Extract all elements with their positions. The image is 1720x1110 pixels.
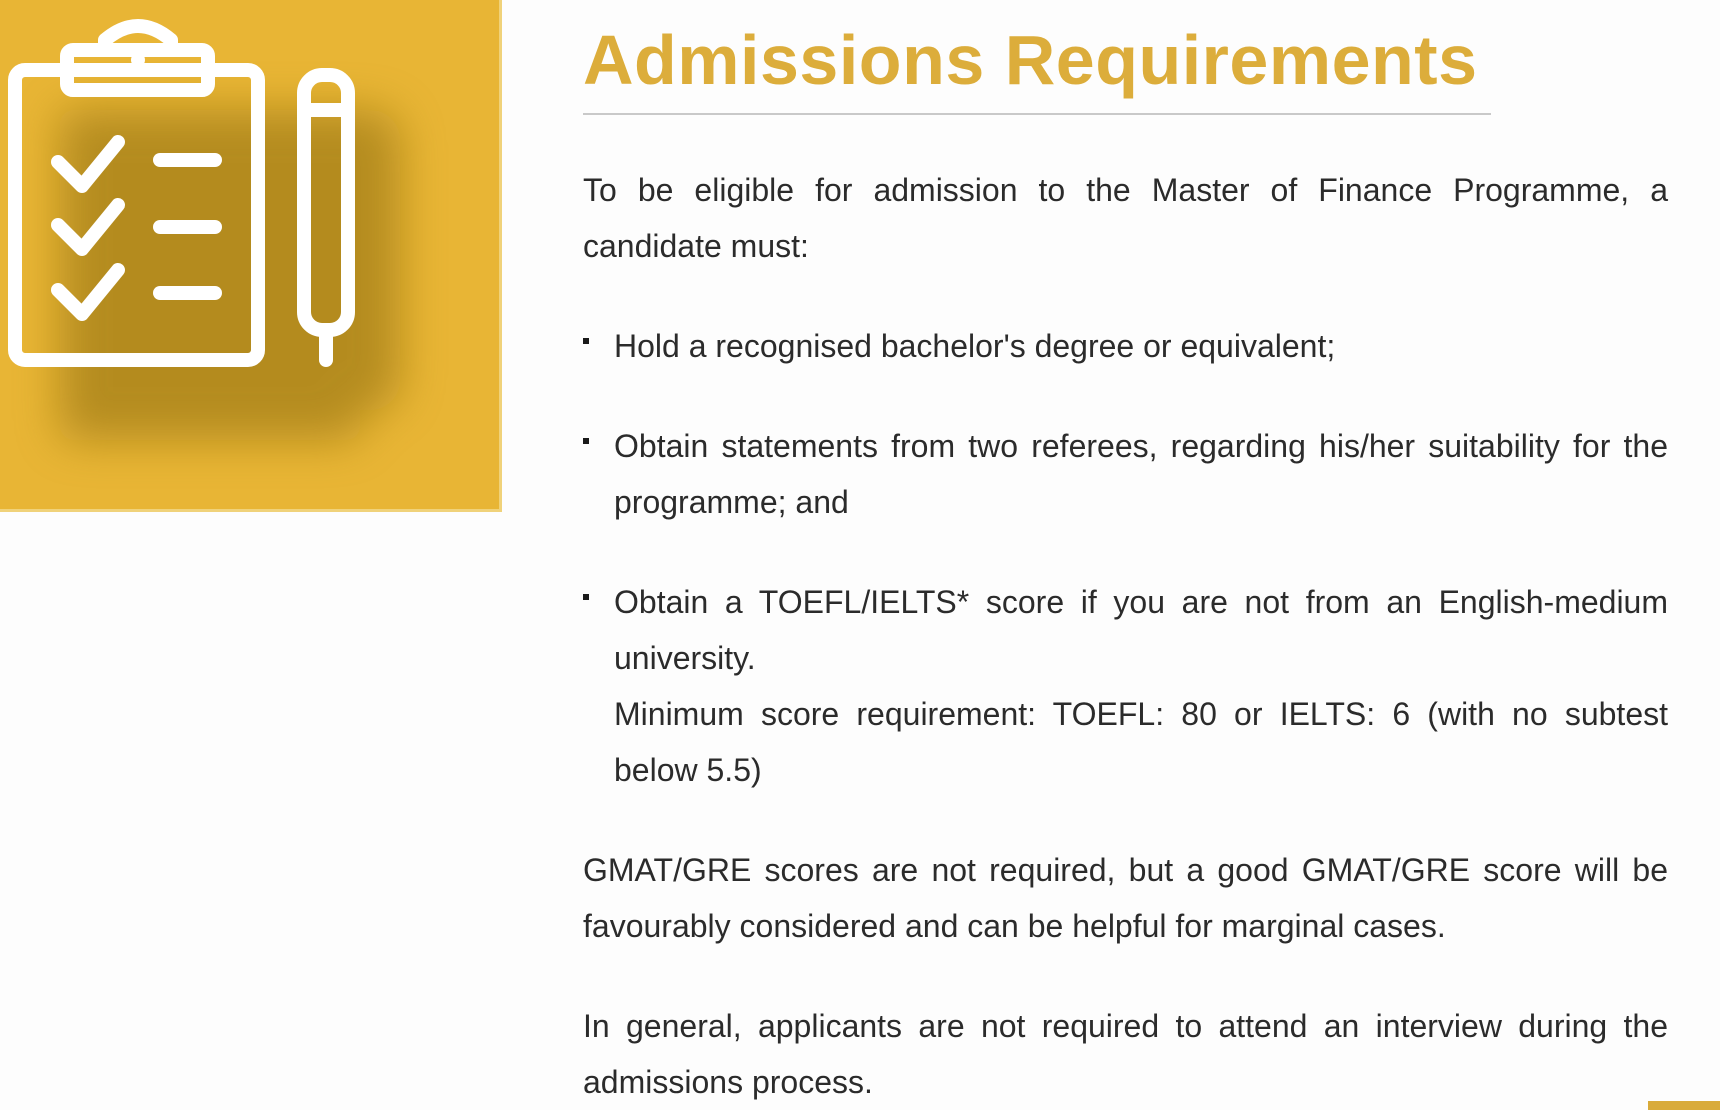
bullet-square-icon — [583, 594, 589, 600]
list-item — [583, 574, 1668, 798]
icon-panel — [0, 0, 502, 512]
interview-paragraph: In general, applicants are not required to attend an interview during the admissions process. — [583, 1008, 1668, 1100]
page-title: Admissions Requirements — [583, 21, 1478, 99]
requirement-text: Obtain a TOEFL/IELTS* score if you are not from an English-medium university. — [614, 584, 1668, 676]
title-divider — [583, 113, 1491, 115]
main-content — [583, 0, 1668, 1110]
corner-accent-bar — [1648, 1101, 1720, 1110]
score-requirement-note: Minimum score requirement: TOEFL: 80 or IELTS: 6 (with no subtest below 5.5) — [614, 696, 1668, 788]
list-item — [583, 418, 1668, 530]
requirements-list — [583, 318, 1668, 798]
bullet-square-icon — [583, 438, 589, 444]
clipboard-checklist-pen-icon — [0, 0, 502, 512]
bullet-square-icon — [583, 338, 589, 344]
list-item — [583, 318, 1668, 374]
requirement-text: Hold a recognised bachelor's degree or equivalent; — [614, 328, 1336, 364]
gmat-paragraph: GMAT/GRE scores are not required, but a good GMAT/GRE score will be favourably considered and can be helpful for marginal cases. — [583, 852, 1668, 944]
requirement-text: Obtain statements from two referees, regarding his/her suitability for the programme; and — [614, 428, 1668, 520]
intro-paragraph: To be eligible for admission to the Master of Finance Programme, a candidate must: — [583, 172, 1668, 264]
